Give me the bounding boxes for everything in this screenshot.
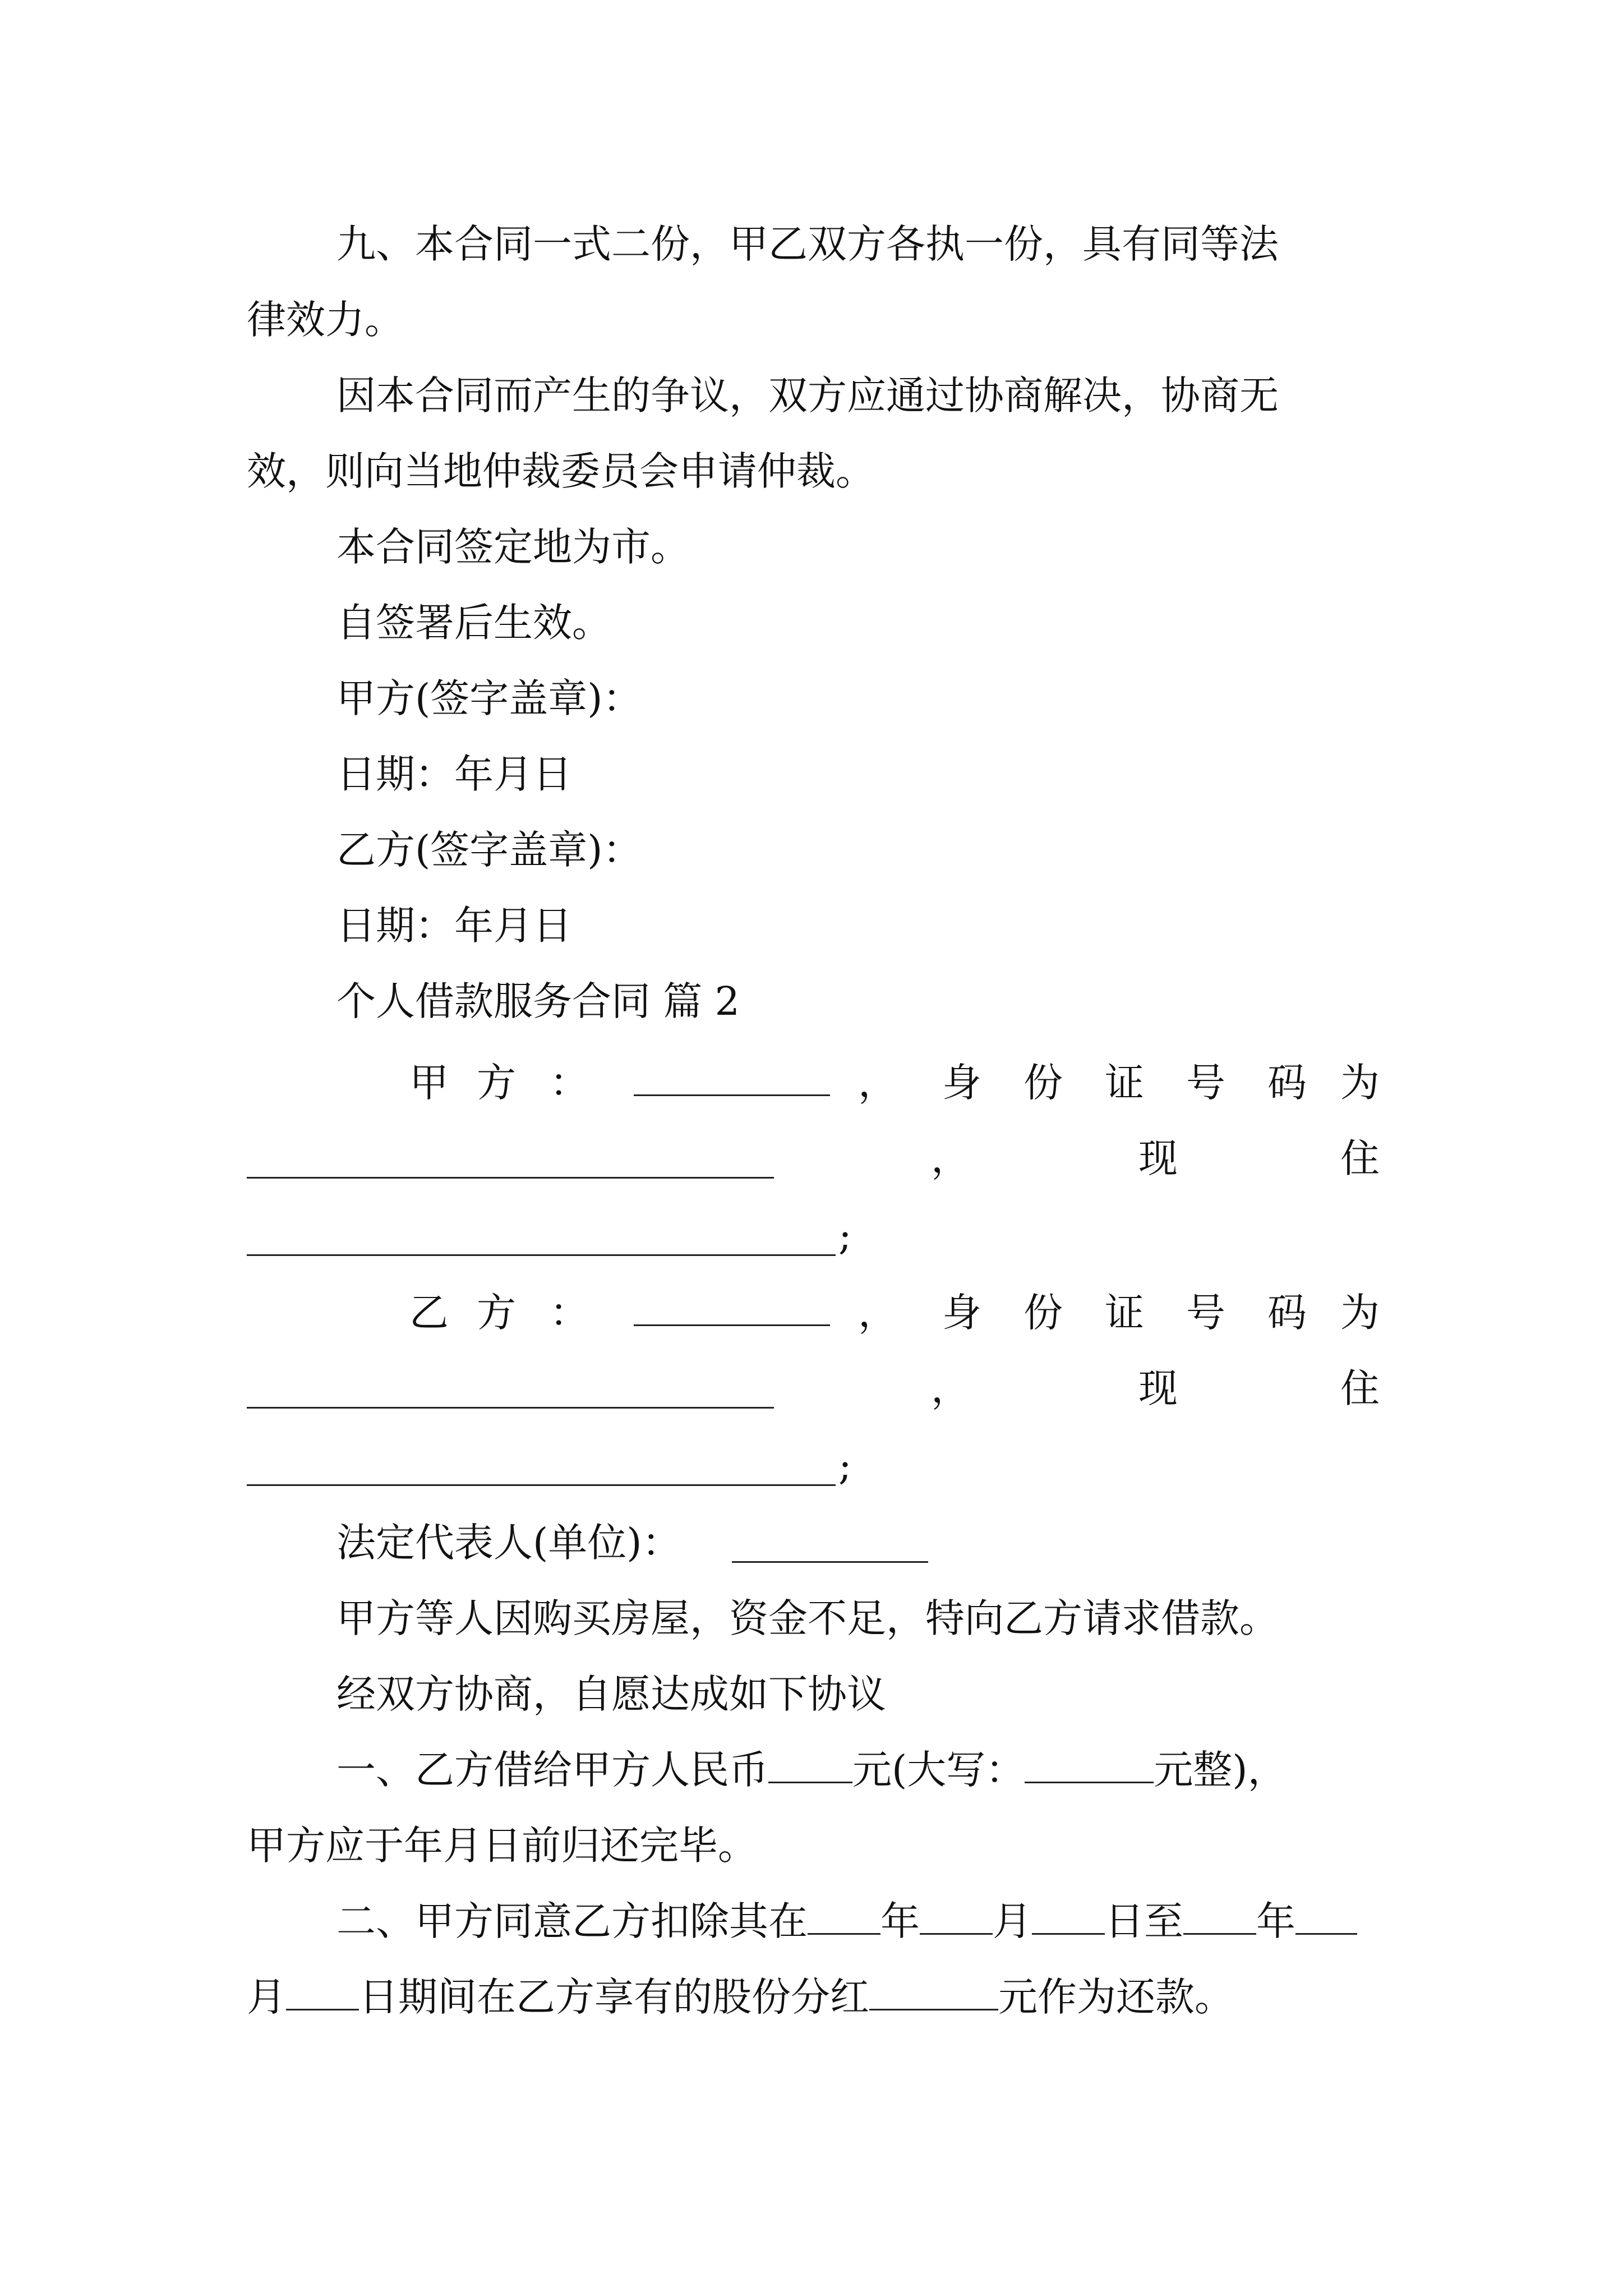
party-b-address-blank (247, 1484, 836, 1486)
party-b-comma-2: ， (931, 1365, 970, 1411)
party-a-label-2: 方 (477, 1060, 516, 1106)
clause-two-line2-end: 元作为还款。 (998, 1974, 1234, 2020)
clause-two-day-to: 日至 (1105, 1898, 1183, 1944)
amount-blank (768, 1747, 852, 1783)
clause-one-text-c: 元整)， (1154, 1747, 1287, 1793)
clause-two-line2-text: 日期间在乙方享有的股份分红 (359, 1974, 869, 2020)
intro-line-1: 甲方等人因购买房屋，资金不足，特向乙方请求借款。 (336, 1595, 1279, 1641)
party-a-colon: ： (550, 1060, 589, 1106)
clause-one-text-a: 一、乙方借给甲方人民币 (336, 1747, 768, 1793)
party-a-id-4: 号 (1186, 1060, 1225, 1106)
intro-line-2: 经双方协商，自愿达成如下协议 (336, 1671, 886, 1717)
party-b-label-2: 方 (477, 1290, 516, 1336)
clause-one-line-1 (336, 1745, 1287, 1795)
party-a-name-blank (634, 1057, 830, 1108)
party-a-live-1: 现 (1138, 1135, 1178, 1181)
party-b-id-blank (247, 1407, 774, 1409)
end-year-blank (1183, 1898, 1256, 1935)
party-a-label-1: 甲 (409, 1060, 449, 1106)
dispute-line-2: 效，则向当地仲裁委员会申请仲裁。 (247, 448, 875, 494)
party-b-label-1: 乙 (409, 1290, 449, 1336)
party-a-id-5: 码 (1267, 1060, 1307, 1106)
party-a-date: 日期：年月日 (336, 751, 572, 797)
signing-place: 本合同签定地为市。 (336, 524, 690, 570)
dispute-line-1: 因本合同而产生的争议，双方应通过协商解决，协商无 (336, 372, 1279, 418)
party-b-comma: ， (858, 1290, 897, 1336)
end-day-blank (286, 1974, 359, 2010)
end-month-blank (1295, 1898, 1357, 1935)
section-title: 个人借款服务合同 篇 2 (336, 978, 740, 1024)
clause-two-month: 月 (993, 1898, 1032, 1944)
legal-representative-label: 法定代表人(单位)： (336, 1520, 681, 1566)
party-a-id-2: 份 (1023, 1060, 1063, 1106)
clause-two-year: 年 (880, 1898, 920, 1944)
party-b-date: 日期：年月日 (336, 903, 572, 949)
clause-nine-line-1: 九、本合同一式二份，甲乙双方各执一份，具有同等法 (336, 221, 1279, 267)
party-b-id-6: 为 (1340, 1290, 1380, 1336)
party-b-id-3: 证 (1105, 1290, 1144, 1336)
party-a-id-6: 为 (1340, 1060, 1380, 1106)
party-a-id-3: 证 (1105, 1060, 1144, 1106)
party-b-id-4: 号 (1186, 1290, 1225, 1336)
party-a-signature-label: 甲方(签字盖章)： (336, 675, 642, 721)
clause-two-line2-month: 月 (247, 1974, 286, 2020)
party-b-id-2: 份 (1023, 1290, 1063, 1336)
party-a-semicolon: ; (838, 1213, 852, 1259)
legal-representative-blank (732, 1561, 928, 1563)
clause-one-text-b: 元(大写： (852, 1747, 1025, 1793)
party-b-live-1: 现 (1138, 1365, 1178, 1411)
party-a-comma-2: ， (931, 1135, 970, 1181)
amount-words-blank (1025, 1747, 1154, 1783)
party-a-id-1: 身 (942, 1060, 981, 1106)
party-a-live-2: 住 (1340, 1135, 1380, 1181)
clause-nine-line-2: 律效力。 (247, 297, 404, 343)
start-month-blank (920, 1898, 993, 1935)
party-b-name-blank (634, 1287, 830, 1338)
party-b-semicolon: ; (838, 1443, 852, 1489)
party-b-live-2: 住 (1340, 1365, 1380, 1411)
party-b-id-5: 码 (1267, 1290, 1307, 1336)
clause-one-line-2: 甲方应于年月日前归还完毕。 (247, 1823, 757, 1869)
dividend-amount-blank (869, 1974, 998, 2010)
party-b-line (247, 1287, 1380, 1338)
start-year-blank (808, 1898, 880, 1935)
effective-clause: 自签署后生效。 (336, 600, 611, 646)
clause-two-line-2 (247, 1972, 1234, 2022)
party-b-id-1: 身 (942, 1290, 981, 1336)
clause-two-year-2: 年 (1256, 1898, 1295, 1944)
party-a-comma: ， (858, 1060, 897, 1106)
party-a-id-blank (247, 1177, 774, 1179)
party-a-line (247, 1057, 1380, 1108)
party-b-signature-label: 乙方(签字盖章)： (336, 827, 642, 873)
party-b-colon: ： (550, 1290, 589, 1336)
party-a-address-blank (247, 1254, 836, 1256)
start-day-blank (1032, 1898, 1105, 1935)
clause-two-line-1 (336, 1896, 1357, 1947)
clause-two-text-a: 二、甲方同意乙方扣除其在 (336, 1898, 808, 1944)
